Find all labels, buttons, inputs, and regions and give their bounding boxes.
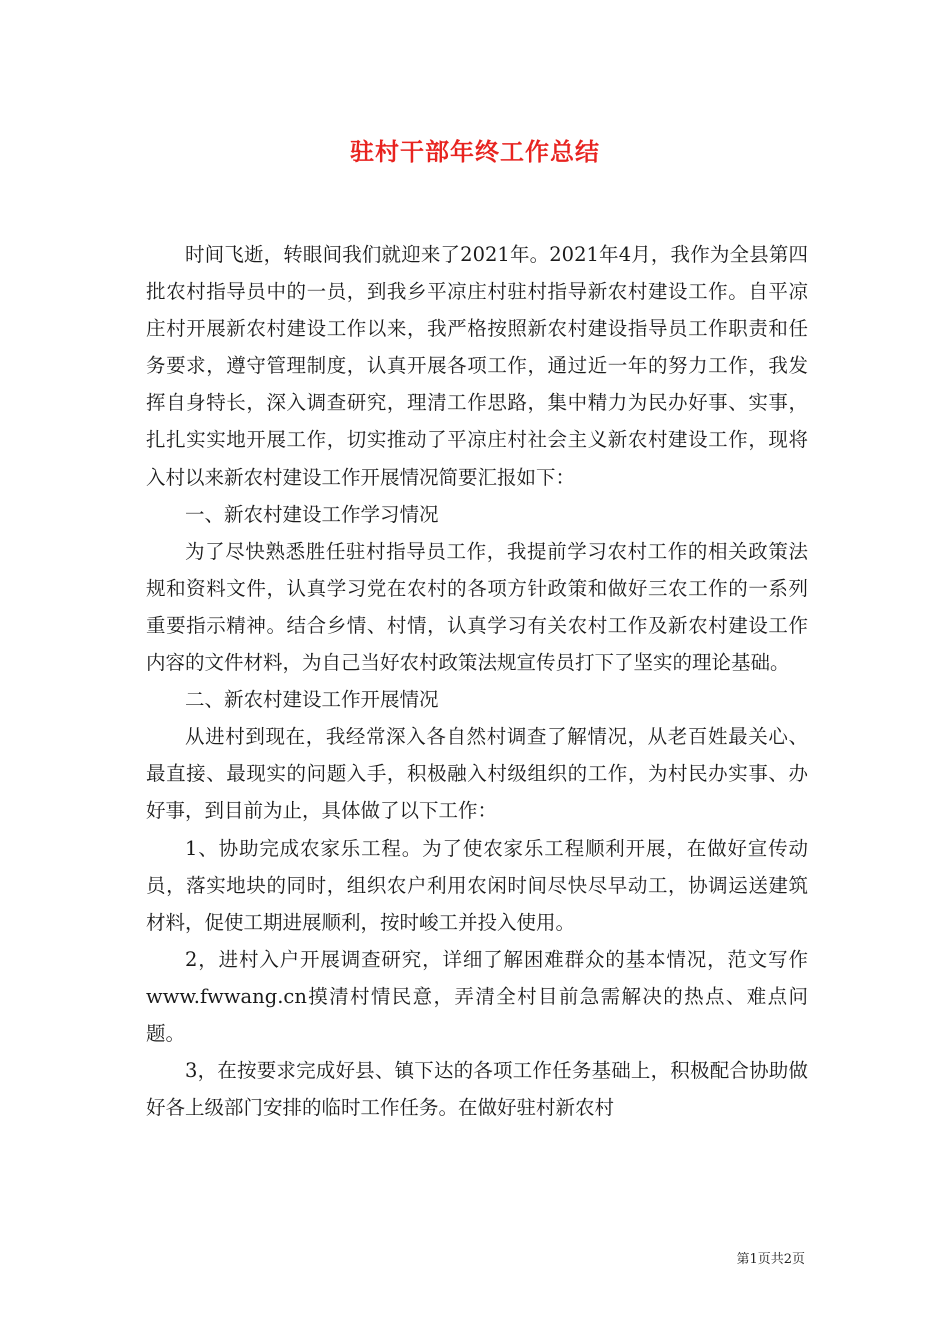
paragraph-work: 从进村到现在，我经常深入各自然村调查了解情况，从老百姓最关心、最直接、最现实的问题入手，积极融入村级组织的工作，为村民办实事、办好事，到目前为止，具体做了以下工作：: [146, 725, 808, 823]
paragraph-intro: 时间飞逝，转眼间我们就迎来了2021年。2021年4月，我作为全县第四批农村指导员中的一员，到我乡平凉庄村驻村指导新农村建设工作。自平凉庄村开展新农村建设工作以来，我严格按照新农村建设指导员工作职责和任务要求，遵守管理制度，认真开展各项工作，通过近一年的努力工作，我发挥自身特长，深入调查研究，理清工作思路，集中精力为民办好事、实事，扎扎实实地开展工作，切实推动了平凉庄村社会主义新农村建设工作，现将入村以来新农村建设工作开展情况简要汇报如下：: [146, 243, 808, 489]
section-heading-1: 一、新农村建设工作学习情况: [185, 502, 439, 526]
paragraph-study: 为了尽快熟悉胜任驻村指导员工作，我提前学习农村工作的相关政策法规和资料文件，认真学习党在农村的各项方针政策和做好三农工作的一系列重要指示精神。结合乡情、村情，认真学习有关农村工作及新农村建设工作内容的文件材料，为自己当好农村政策法规宣传员打下了坚实的理论基础。: [146, 539, 808, 675]
paragraph-item-1: 1、协助完成农家乐工程。为了使农家乐工程顺利开展，在做好宣传动员，落实地块的同时，组织农户利用农闲时间尽快尽早动工，协调运送建筑材料，促使工期进展顺利，按时峻工并投入使用。: [146, 836, 808, 934]
document-body: [146, 236, 808, 1126]
page-number: 第1页共2页: [736, 1252, 805, 1267]
paragraph-item-3: 3，在按要求完成好县、镇下达的各项工作任务基础上，积极配合协助做好各上级部门安排的临时工作任务。在做好驻村新农村: [146, 1059, 808, 1120]
section-heading-2: 二、新农村建设工作开展情况: [185, 688, 439, 712]
paragraph-item-2: 2，进村入户开展调查研究，详细了解困难群众的基本情况，范文写作www.fwwang.cn摸清村情民意，弄清全村目前急需解决的热点、难点问题。: [146, 947, 808, 1045]
document-title: 驻村干部年终工作总结: [350, 138, 600, 166]
